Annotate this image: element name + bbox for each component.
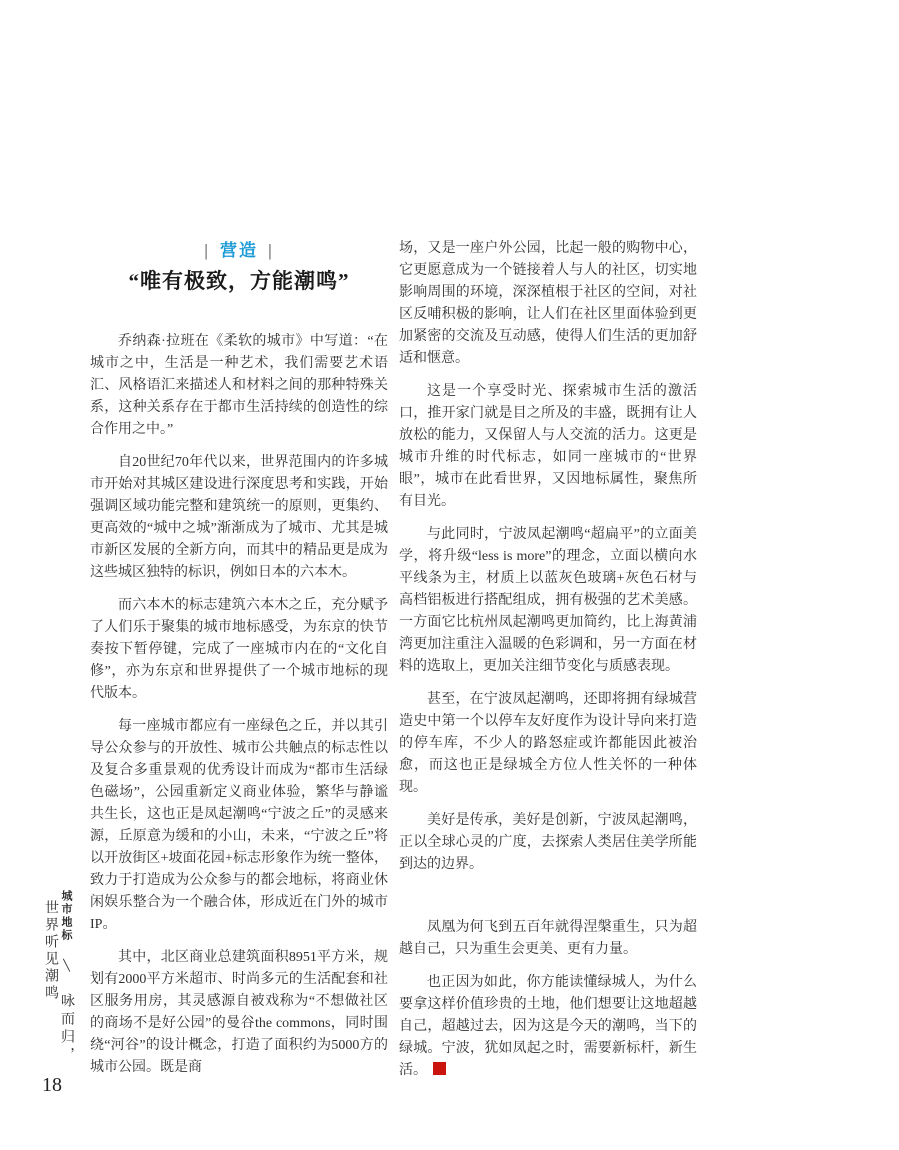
tag-left-bar: | [204, 241, 210, 260]
vertical-title-part1: 咏而归， [59, 993, 74, 1065]
paragraph: 而六本木的标志建筑六本木之丘，充分赋予了人们乐于聚集的城市地标感受，为东京的快节奏按下暂停键，完成了一座城市内在的“文化自修”，亦为东京和世界提供了一个城市地标的现代版本。 [90, 598, 388, 701]
paragraph: 乔纳森·拉班在《柔软的城市》中写道：“在城市之中，生活是一种艺术，我们需要艺术语汇、风格语汇来描述人和材料之间的那种特殊关系，这种关系存在于都市生活持续的创造性的综合作用之中。” [90, 334, 388, 437]
paragraph: 凤凰为何飞到五百年就得涅槃重生，只为超越自己，只为重生会更美、更有力量。 [399, 920, 697, 957]
paragraph: 甚至，在宁波凤起潮鸣，还即将拥有绿城营造史中第一个以停车友好度作为设计导向来打造的停车库，不少人的路怒症或许都能因此被治愈，而这也正是绿城全方位人性关怀的一种体现。 [399, 692, 697, 795]
vertical-title-part2: 世界听见潮鸣 [43, 900, 58, 1002]
section-tag-label: 营造 [220, 241, 258, 260]
margin-vertical-caption [42, 890, 74, 1090]
section-tag [90, 241, 388, 261]
paragraph: 每一座城市都应有一座绿色之丘，并以其引导公众参与的开放性、城市公共触点的标志性以及复合多重景观的优秀设计而成为“都市生活绿色磁场”，公园重新定义商业体验，繁华与静谧共生长，这也正是凤起潮鸣“宁波之丘”的灵感来源，丘原意为缓和的小山，未来，“宁波之丘”将以开放街区+坡面花园+标志形象作为统一整体，致力于打造成为公众参与的都会地标，将商业休闲娱乐整合为一个融合体，形成近在门外的城市IP。 [90, 719, 388, 932]
paragraph: 场，又是一座户外公园，比起一般的购物中心，它更愿意成为一个链接着人与人的社区，切实地影响周围的环境，深深植根于社区的空间，对社区反哺积极的影响，让人们在社区里面体验到更加紧密的交流及互动感，使得人们生活的更加舒适和惬意。 [399, 241, 697, 366]
end-mark-square [433, 1062, 446, 1075]
article-header [90, 241, 388, 294]
paragraph: 其中，北区商业总建筑面积8951平方米，规划有2000平方米超市、时尚多元的生活配套和社区服务用房，其灵感源自被戏称为“不想做社区的商场不是好公园”的曼谷the commons，同时围绕“河谷”的设计概念，打造了面积约为5000方的城市公园。既是商 [90, 950, 388, 1075]
paragraph: 这是一个享受时光、探索城市生活的激活口，推开家门就是目之所及的丰盛，既拥有让人放松的能力，又保留人与人交流的活力。这更是城市升维的时代标志，如同一座城市的“世界眼”，城市在此看世界，又因地标属性，聚焦所有目光。 [399, 384, 697, 509]
tag-right-bar: | [268, 241, 274, 260]
article-title: “唯有极致，方能潮鸣” [128, 269, 350, 293]
paragraph: 也正因为如此，你方能读懂绿城人，为什么要拿这样价值珍贵的土地，他们想要让这地超越自己，超越过去，因为这是今天的潮鸣，当下的绿城。宁波，犹如凤起之时，需要新标杆，新生活。 [399, 975, 697, 1078]
text-column-left [90, 331, 388, 1090]
page-number: 18 [42, 1074, 62, 1096]
paragraph: 自20世纪70年代以来，世界范围内的许多城市开始对其城区建设进行深度思考和实践，开始强调区域功能完整和建筑统一的原则，更集约、更高效的“城中之城”渐渐成为了城市、尤其是城市新区发展的全新方向，而其中的精品更是成为这些城区独特的标识，例如日本的六本木。 [90, 455, 388, 580]
series-label: 城市地标 [60, 890, 72, 942]
separator-slash: ╲ [60, 959, 72, 972]
paragraph: 与此同时，宁波凤起潮鸣“超扁平”的立面美学，将升级“less is more”的理念，立面以横向水平线条为主，材质上以蓝灰色玻璃+灰色石材与高档铝板进行搭配组成，拥有极强的艺术美感。一方面它比杭州凤起潮鸣更加简约，比上海黄浦湾更加注重注入温暖的色彩调和，另一方面在材料的选取上，更加关注细节变化与质感表现。 [399, 527, 697, 674]
paragraph: 美好是传承，美好是创新，宁波凤起潮鸣，正以全球心灵的广度，去探索人类居住美学所能到达的边界。 [399, 813, 697, 872]
text-column-right [399, 238, 697, 1093]
